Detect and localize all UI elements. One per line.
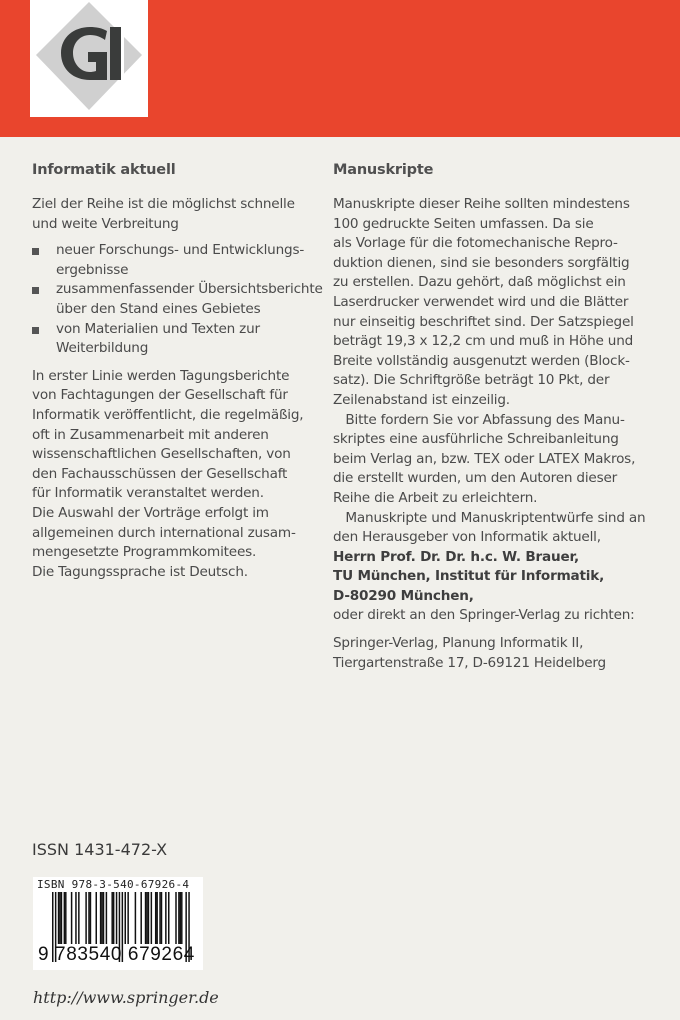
barcode-bar	[140, 892, 142, 944]
issn: ISSN 1431-472-X	[32, 840, 168, 859]
body-line: duktion dienen, sind sie besonders sorgfältig	[333, 254, 630, 271]
barcode-bar	[156, 892, 158, 944]
body-line: Laserdrucker verwendet wird und die Blätter	[333, 293, 629, 310]
barcode-bar	[88, 892, 90, 944]
body-line: Breite vollständig ausgenutzt werden (Block-	[333, 352, 630, 369]
list-item-text: Weiterbildung	[56, 340, 149, 357]
publisher-address-line: Springer-Verlag, Planung Informatik II,	[333, 635, 584, 652]
barcode-bar	[61, 892, 63, 944]
body-line: von Fachtagungen der Gesellschaft für	[32, 387, 288, 404]
address-line: TU München, Institut für Informatik,	[333, 568, 605, 585]
body-line: skriptes eine ausführliche Schreibanleitung	[333, 431, 619, 448]
barcode-bar	[90, 892, 92, 944]
body-line: Informatik veröffentlicht, die regelmäßig,	[32, 406, 304, 423]
barcode-bar	[103, 892, 105, 944]
barcode-bar	[125, 892, 127, 944]
series-description	[32, 160, 323, 582]
list-item	[32, 241, 312, 280]
isbn-label: ISBN 978-3-540-67926-4	[37, 878, 190, 891]
barcode-bar	[151, 892, 153, 944]
goal-list	[32, 241, 323, 359]
after-line: oder direkt an den Springer-Verlag zu richten:	[333, 607, 635, 624]
editor-address	[333, 548, 633, 607]
body-line: Manuskripte dieser Reihe sollten mindestens	[333, 196, 630, 212]
barcode-bar	[146, 892, 148, 944]
barcode-bar	[100, 892, 102, 944]
body-line: Die Tagungssprache ist Deutsch.	[32, 563, 248, 580]
publisher-address-line: Tiergartenstraße 17, D-69121 Heidelberg	[333, 654, 606, 671]
barcode-bar	[116, 892, 118, 944]
intro-line: und weite Verbreitung	[32, 215, 179, 232]
barcode-bar	[59, 892, 61, 944]
list-item-text: von Materialien und Texten zur	[56, 320, 260, 337]
body-line: nur einseitig beschriftet sind. Der Satzspiegel	[333, 313, 634, 330]
address-line: Herrn Prof. Dr. Dr. h.c. W. Brauer,	[333, 548, 579, 565]
list-item-text: über den Stand eines Gebietes	[56, 300, 261, 317]
barcode-bar	[113, 892, 115, 944]
body-line: allgemeinen durch international zusam-	[32, 524, 296, 541]
barcode-bar	[106, 892, 108, 944]
barcode-bar	[71, 892, 73, 944]
body-line: oft in Zusammenarbeit mit anderen	[32, 426, 269, 443]
body-line: 100 gedruckte Seiten umfassen. Da sie	[333, 215, 594, 232]
barcode-bar	[85, 892, 87, 944]
list-item-text: neuer Forschungs- und Entwicklungs-	[56, 242, 305, 259]
barcode-bar	[127, 892, 128, 944]
barcode-bar	[161, 892, 163, 944]
barcode-bar	[159, 892, 161, 944]
list-item	[32, 320, 312, 359]
barcode-bar	[155, 892, 157, 944]
body-line: beträgt 19,3 x 12,2 cm und muß in Höhe und	[333, 333, 634, 350]
barcode-bar	[175, 892, 177, 944]
body-line: Bitte fordern Sie vor Abfassung des Manu-	[333, 411, 625, 428]
body-line: wissenschaftlichen Gesellschaften, von	[32, 446, 291, 463]
barcode-bar	[168, 892, 170, 944]
body-line: den Fachausschüssen der Gesellschaft	[32, 465, 288, 482]
body-line: zu erstellen. Dazu gehört, daß möglichst ein	[333, 274, 626, 291]
body-line: den Herausgeber von Informatik aktuell,	[333, 529, 601, 546]
barcode-bar	[111, 892, 113, 944]
body-line: beim Verlag an, bzw. TEX oder LATEX Makros,	[333, 450, 636, 467]
list-item-text: zusammenfassender Übersichtsberichte	[56, 281, 323, 298]
body-line: In erster Linie werden Tagungsberichte	[32, 367, 290, 384]
body-line: mengesetzte Programmkomitees.	[32, 544, 257, 561]
barcode-bar	[58, 892, 60, 944]
barcode-bar	[96, 892, 98, 944]
manuscripts-heading: Manuskripte	[333, 162, 434, 178]
barcode-bar	[78, 892, 80, 944]
series-body	[32, 367, 312, 583]
gi-logo	[30, 0, 148, 117]
list-item	[32, 280, 323, 319]
barcode-bar	[178, 892, 180, 944]
gi-logo-icon	[30, 0, 148, 117]
publisher-url[interactable]: http://www.springer.de	[33, 988, 219, 1007]
barcode-bar	[101, 892, 103, 944]
series-heading: Informatik aktuell	[32, 162, 176, 178]
barcode-bar	[64, 892, 66, 944]
manuscripts-body	[333, 195, 646, 548]
body-line: satz). Die Schriftgröße beträgt 10 Pkt, der	[333, 372, 610, 389]
barcode-bar	[135, 892, 137, 944]
isbn-barcode	[33, 877, 203, 970]
barcode-bar	[75, 892, 77, 944]
manuscripts-section	[333, 160, 646, 673]
body-line: als Vorlage für die fotomechanische Repro-	[333, 235, 618, 252]
body-line: Die Auswahl der Vorträge erfolgt im	[32, 504, 269, 521]
barcode-bar	[148, 892, 150, 944]
body-line: für Informatik veranstaltet werden.	[32, 485, 264, 502]
ean-digits: 9 783540 679264	[38, 944, 195, 965]
barcode-bar	[181, 892, 183, 944]
barcode-bar	[165, 892, 167, 944]
barcode-bar	[145, 892, 147, 944]
address-line: D-80290 München,	[333, 587, 474, 604]
body-line: Reihe die Arbeit zu erleichtern.	[333, 489, 538, 506]
intro-line: Ziel der Reihe ist die möglichst schnelle	[32, 196, 295, 212]
body-line: die erstellt wurden, um den Autoren dieser	[333, 470, 618, 487]
body-line: Zeilenabstand ist einzeilig.	[333, 391, 510, 408]
barcode-bar	[180, 892, 182, 944]
barcode-bar	[65, 892, 67, 944]
body-line: Manuskripte und Manuskriptentwürfe sind an	[333, 509, 646, 526]
list-item-text: ergebnisse	[56, 261, 129, 278]
